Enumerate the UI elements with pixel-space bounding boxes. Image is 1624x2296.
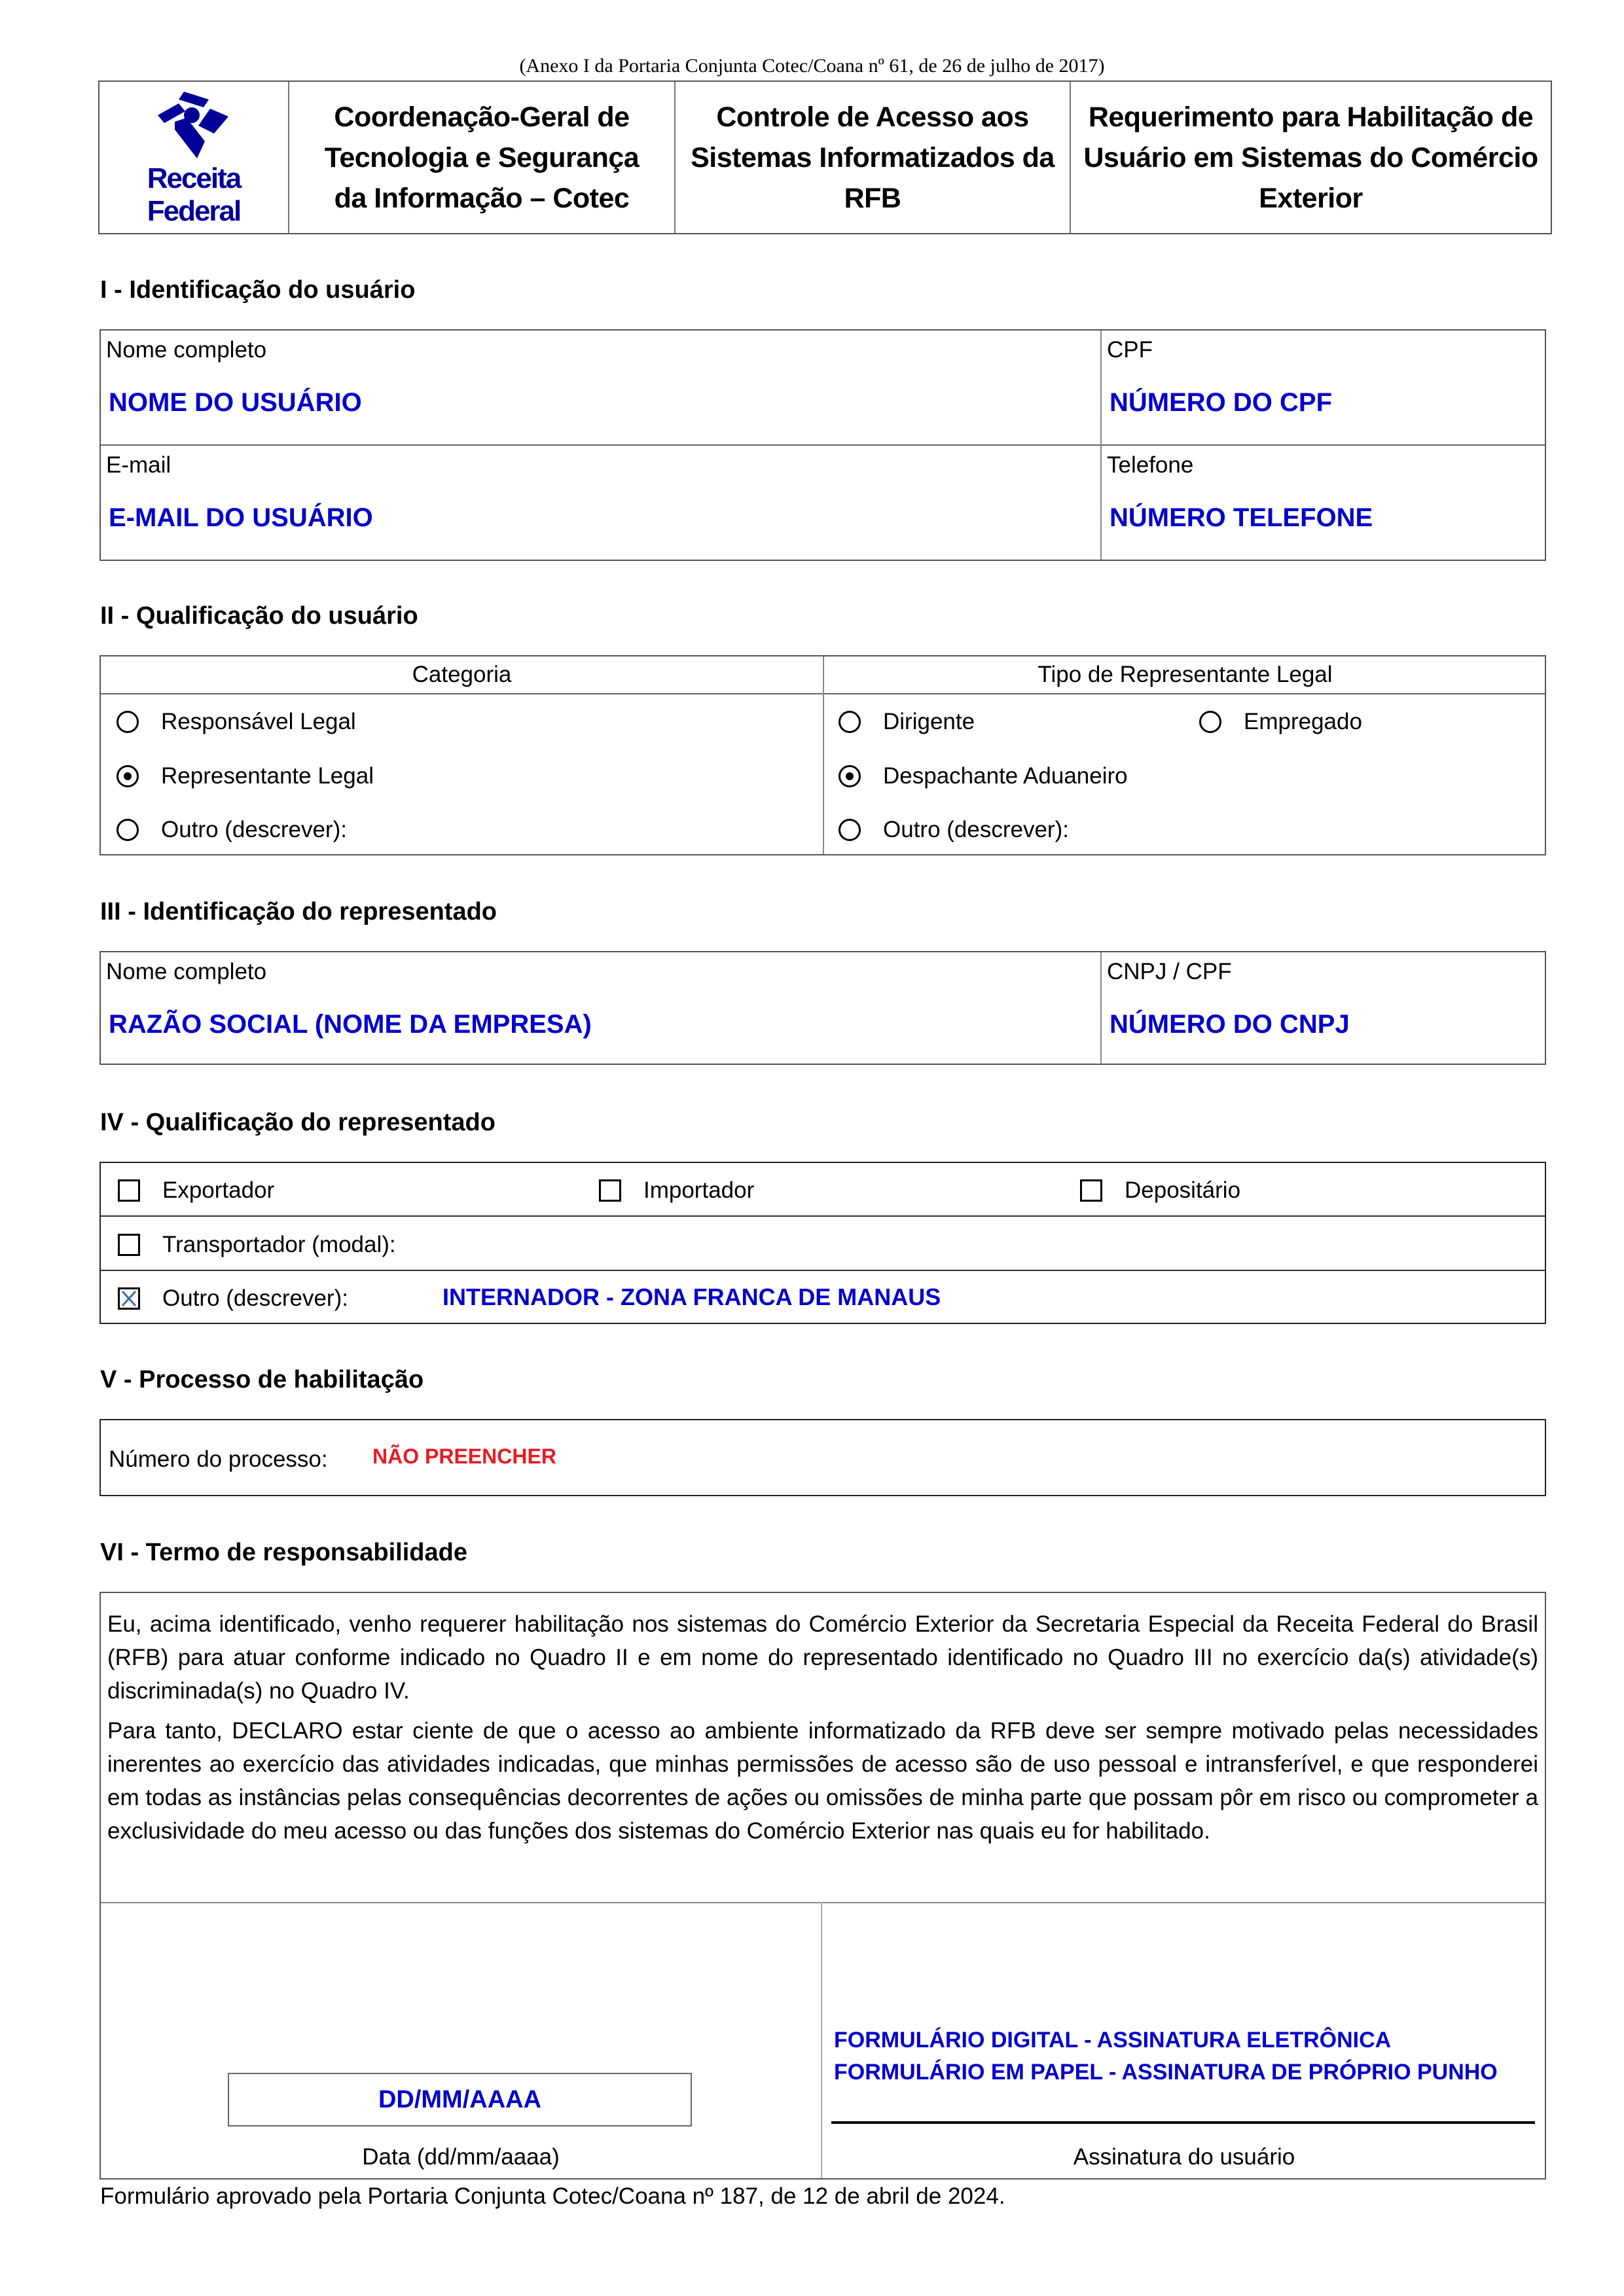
- represented-name-field[interactable]: RAZÃO SOCIAL (NOME DA EMPRESA): [109, 1010, 592, 1039]
- radio-unchecked-icon: [117, 711, 139, 733]
- radio-dirigente[interactable]: Dirigente: [839, 709, 975, 735]
- process-number-field[interactable]: NÃO PREENCHER: [372, 1444, 556, 1468]
- radio-categoria-outro[interactable]: Outro (descrever):: [117, 817, 347, 843]
- section-3-title: III - Identificação do representado: [100, 898, 497, 925]
- checkbox-transportador[interactable]: Transportador (modal):: [118, 1232, 396, 1258]
- outro-description-field[interactable]: INTERNADOR - ZONA FRANCA DE MANAUS: [442, 1283, 941, 1310]
- user-qualification-table: [99, 655, 1546, 855]
- checkbox-unchecked-icon: [1080, 1179, 1102, 1202]
- phone-field[interactable]: NÚMERO TELEFONE: [1110, 503, 1373, 532]
- radio-empregado[interactable]: Empregado: [1199, 709, 1362, 735]
- form-header: [98, 81, 1552, 234]
- cpf-label: CPF: [1107, 337, 1153, 363]
- signature-instruction-digital: FORMULÁRIO DIGITAL - ASSINATURA ELETRÔNICA: [834, 2028, 1392, 2053]
- terms-paragraph-1: Eu, acima identificado, venho requerer habilitação nos sistemas do Comércio Exterior da Secretaria Especial da Receita Federal do Brasil (RFB) para atuar conforme indicado no Quadro II e em nome do representado identificado no Quadro III no exercício da(s) atividade(s) discriminada(s) no Quadro IV.: [107, 1611, 1538, 1704]
- header-cell-cotec: Coordenação-Geral de Tecnologia e Segurança da Informação – Cotec: [289, 82, 676, 233]
- section-1-title: I - Identificação do usuário: [100, 276, 416, 304]
- checkbox-outro[interactable]: Outro (descrever):: [118, 1285, 348, 1312]
- process-number-label: Número do processo:: [109, 1446, 328, 1472]
- cnpj-cpf-label: CNPJ / CPF: [1107, 959, 1232, 984]
- terms-paragraph-2: Para tanto, DECLARO estar ciente de que o acesso ao ambiente informatizado da RFB deve ser sempre motivado pelas necessidades inerentes ao exercício das atividades indicadas, que minhas permissões de acesso são de uso pessoal e intransferível, e que responderei em todas as instâncias pelas consequências decorrentes de ações ou omissões de minha parte que possam pôr em risco ou comprometer a exclusividade do meu acesso ou das funções dos sistemas do Comércio Exterior nas quais eu for habilitado.: [107, 1718, 1538, 1844]
- user-name-field[interactable]: NOME DO USUÁRIO: [109, 388, 362, 417]
- radio-despachante-aduaneiro[interactable]: Despachante Aduaneiro: [839, 763, 1128, 789]
- footer-note: Formulário aprovado pela Portaria Conjunta Cotec/Coana nº 187, de 12 de abril de 2024.: [100, 2183, 1005, 2209]
- signature-instruction-paper: FORMULÁRIO EM PAPEL - ASSINATURA DE PRÓPRIO PUNHO: [834, 2060, 1498, 2085]
- logo-text: Receita Federal: [147, 162, 241, 227]
- represented-qualification-table: [99, 1162, 1546, 1324]
- checkbox-exportador[interactable]: Exportador: [118, 1177, 274, 1204]
- checkbox-checked-x-icon: [118, 1287, 140, 1310]
- radio-checked-icon: [117, 765, 139, 787]
- date-label: Data (dd/mm/aaaa): [362, 2144, 560, 2170]
- cpf-field[interactable]: NÚMERO DO CPF: [1110, 388, 1332, 417]
- represented-identification-table: [99, 951, 1546, 1065]
- process-number-box: [99, 1419, 1546, 1496]
- terms-box: [99, 1592, 1546, 2179]
- radio-unchecked-icon: [1199, 711, 1221, 733]
- date-field[interactable]: DD/MM/AAAA: [228, 2073, 692, 2126]
- user-name-label: Nome completo: [106, 337, 267, 363]
- logo: [99, 82, 289, 233]
- annex-note: (Anexo I da Portaria Conjunta Cotec/Coana nº 61, de 26 de julho de 2017): [519, 55, 1105, 77]
- radio-unchecked-icon: [839, 711, 861, 733]
- email-label: E-mail: [106, 452, 171, 478]
- email-field[interactable]: E-MAIL DO USUÁRIO: [109, 503, 373, 532]
- checkbox-importador[interactable]: Importador: [599, 1177, 754, 1204]
- radio-unchecked-icon: [117, 819, 139, 841]
- phone-label: Telefone: [1107, 452, 1194, 478]
- section-6-title: VI - Termo de responsabilidade: [100, 1539, 467, 1566]
- header-cell-form-title: Requerimento para Habilitação de Usuário em Sistemas do Comércio Exterior: [1083, 101, 1538, 214]
- checkbox-unchecked-icon: [118, 1234, 140, 1256]
- checkbox-depositario[interactable]: Depositário: [1080, 1177, 1240, 1204]
- receita-federal-emblem-icon: [145, 88, 243, 160]
- header-cell-controle-acesso: Controle de Acesso aos Sistemas Informatizados da RFB: [676, 82, 1071, 233]
- signature-line[interactable]: [831, 2121, 1535, 2124]
- checkbox-unchecked-icon: [599, 1179, 621, 1202]
- signature-label: Assinatura do usuário: [1073, 2144, 1295, 2170]
- section-2-title: II - Qualificação do usuário: [100, 602, 418, 630]
- radio-tipo-outro[interactable]: Outro (descrever):: [839, 817, 1069, 843]
- categoria-header: Categoria: [412, 662, 512, 687]
- radio-responsavel-legal[interactable]: Responsável Legal: [117, 709, 356, 735]
- terms-text: [107, 1607, 1538, 1848]
- represented-name-label: Nome completo: [106, 959, 267, 984]
- section-5-title: V - Processo de habilitação: [100, 1366, 424, 1393]
- radio-unchecked-icon: [839, 819, 861, 841]
- radio-representante-legal[interactable]: Representante Legal: [117, 763, 374, 789]
- tipo-representante-header: Tipo de Representante Legal: [1038, 662, 1333, 687]
- checkbox-unchecked-icon: [118, 1179, 140, 1202]
- cnpj-field[interactable]: NÚMERO DO CNPJ: [1110, 1010, 1350, 1039]
- radio-checked-icon: [839, 765, 861, 787]
- user-identification-table: [99, 329, 1546, 561]
- section-4-title: IV - Qualificação do representado: [100, 1109, 496, 1136]
